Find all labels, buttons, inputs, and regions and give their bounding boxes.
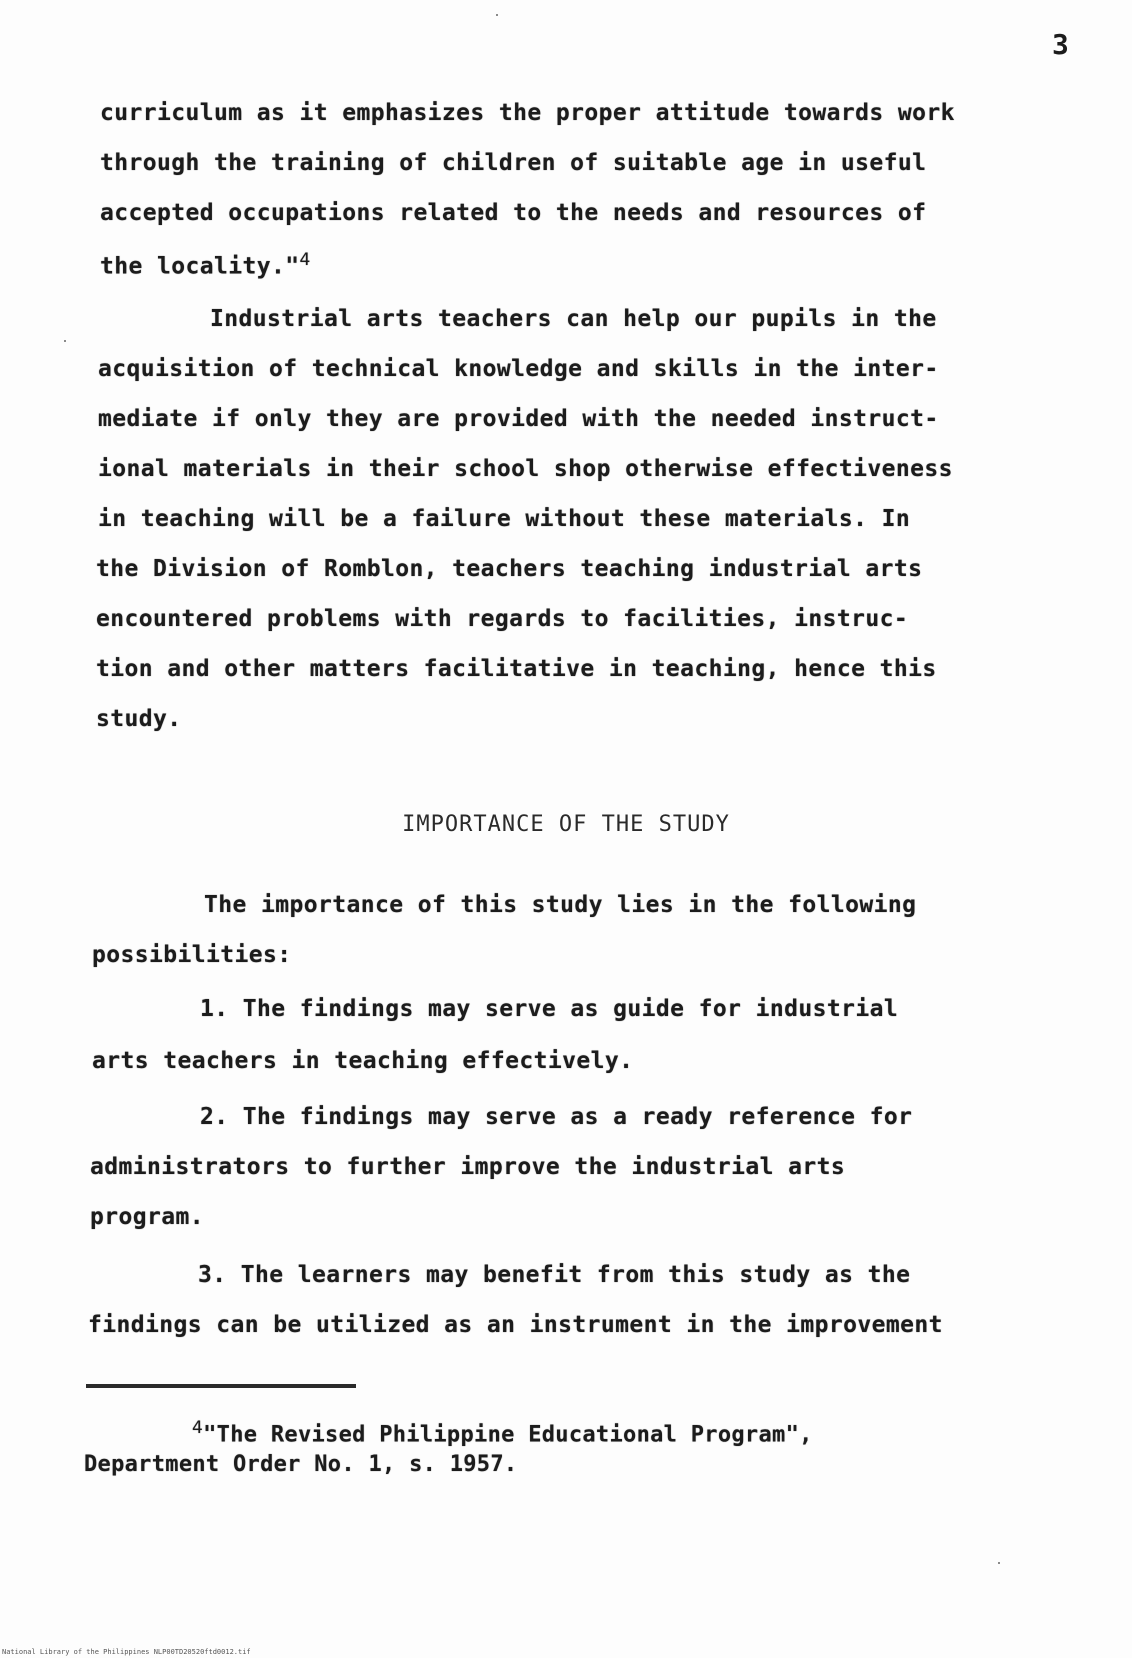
- text-line: program.: [90, 1204, 204, 1230]
- page-number: 3: [1052, 28, 1069, 61]
- text-line: ional materials in their school shop otherwise effectiveness: [98, 456, 953, 482]
- footnote-reference: 4: [299, 250, 311, 270]
- text-line: acquisition of technical knowledge and skills in the inter-: [98, 356, 939, 382]
- scan-speck: [496, 14, 498, 16]
- text-line-content: the locality.": [100, 253, 300, 280]
- footnote-marker: 4: [192, 1418, 204, 1438]
- text-line: accepted occupations related to the needs and resources of: [100, 200, 927, 226]
- footnote-text: "The Revised Philippine Educational Program",: [203, 1422, 813, 1448]
- text-line: [100, 250, 311, 280]
- text-line: tion and other matters facilitative in teaching, hence this: [96, 656, 937, 682]
- text-line: The importance of this study lies in the following: [204, 892, 917, 918]
- text-line: arts teachers in teaching effectively.: [92, 1048, 634, 1074]
- text-line: 3. The learners may benefit from this study as the: [198, 1262, 911, 1288]
- text-line: mediate if only they are provided with the needed instruct-: [98, 406, 939, 432]
- text-line: encountered problems with regards to facilities, instruc-: [96, 606, 909, 632]
- library-stamp: National Library of the Philippines NLP00TD20520ftd0012.tif: [2, 1648, 251, 1656]
- text-line: the Division of Romblon, teachers teaching industrial arts: [96, 556, 923, 582]
- footnote-line: Department Order No. 1, s. 1957.: [84, 1452, 518, 1477]
- footnote-divider: [86, 1384, 356, 1388]
- scan-speck: [64, 340, 66, 342]
- text-line: findings can be utilized as an instrument in the improvement: [88, 1312, 943, 1338]
- text-line: 2. The findings may serve as a ready reference for: [200, 1104, 913, 1130]
- text-line: 1. The findings may serve as guide for industrial: [200, 996, 899, 1022]
- text-line: curriculum as it emphasizes the proper attitude towards work: [100, 100, 955, 126]
- footnote-line: [192, 1418, 813, 1447]
- text-line: through the training of children of suitable age in useful: [100, 150, 927, 176]
- text-line: administrators to further improve the industrial arts: [90, 1154, 846, 1180]
- text-line: possibilities:: [92, 942, 292, 968]
- section-heading: IMPORTANCE OF THE STUDY: [402, 812, 730, 837]
- scan-speck: [998, 1562, 1000, 1564]
- text-line: Industrial arts teachers can help our pupils in the: [210, 306, 937, 332]
- text-line: study.: [96, 706, 182, 732]
- text-line: in teaching will be a failure without these materials. In: [98, 506, 911, 532]
